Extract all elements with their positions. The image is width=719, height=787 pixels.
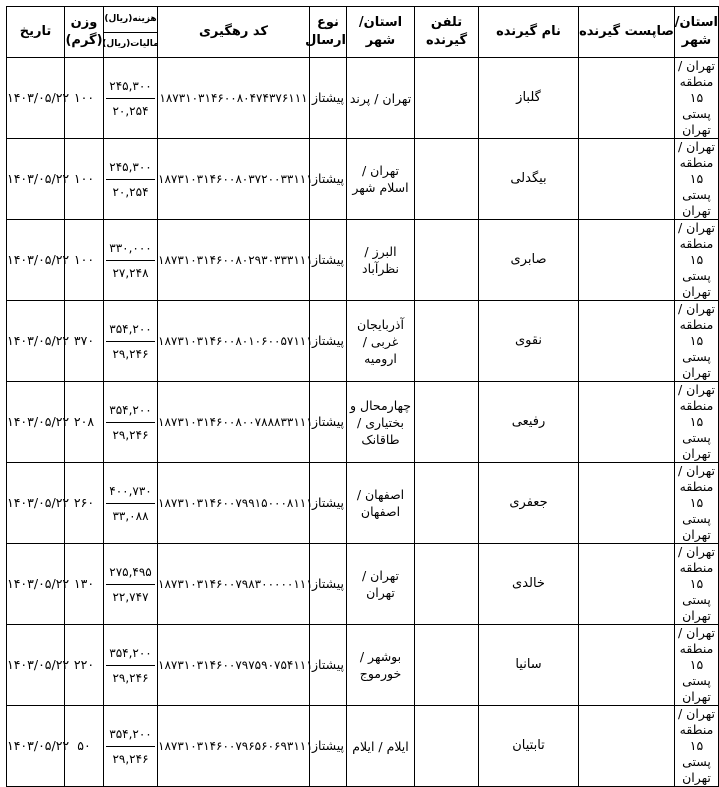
tax-value: ۲۰,۲۵۴ (112, 184, 149, 199)
send-type-cell: پیشتاز (310, 625, 347, 706)
table-row (7, 139, 719, 220)
dest-city-cell: تهران / پرند (347, 58, 415, 139)
date-cell: ۱۴۰۳/۰۵/۲۲ (7, 382, 65, 463)
recipient-phone-cell (415, 706, 479, 787)
date-cell: ۱۴۰۳/۰۵/۲۲ (7, 220, 65, 301)
table-row (7, 625, 719, 706)
header-recipient-phone: تلفن گیرنده (415, 7, 479, 58)
sender-name-cell (579, 544, 675, 625)
recipient-name-cell: سانیا (479, 625, 579, 706)
send-type-cell: پیشتاز (310, 139, 347, 220)
weight-cell: ۱۰۰ (65, 220, 104, 301)
dest-city-cell: تهران / تهران (347, 544, 415, 625)
weight-cell: ۱۰۰ (65, 58, 104, 139)
tax-value: ۲۷,۲۴۸ (112, 265, 149, 280)
cost-cell (104, 544, 158, 625)
weight-cell: ۳۷۰ (65, 301, 104, 382)
send-type-cell: پیشتاز (310, 220, 347, 301)
header-sender-name: صاپست گیرنده (579, 7, 675, 58)
tax-value: ۲۹,۲۴۶ (112, 670, 149, 685)
tracking-code-cell: ۱۸۷۳۱۰۳۱۴۶۰۰۷۹۷۵۹۰۷۵۴۱۱۱ (158, 625, 310, 706)
weight-cell: ۲۲۰ (65, 625, 104, 706)
tracking-code-cell: ۱۸۷۳۱۰۳۱۴۶۰۰۷۹۸۳۰۰۰۰۰۱۱۱ (158, 544, 310, 625)
sender-city-cell: تهران / منطقه ۱۵ پستی تهران (675, 58, 719, 139)
weight-cell: ۵۰ (65, 706, 104, 787)
cost-cell (104, 625, 158, 706)
table-row (7, 706, 719, 787)
sender-city-cell: تهران / منطقه ۱۵ پستی تهران (675, 706, 719, 787)
sender-name-cell (579, 706, 675, 787)
recipient-name-cell: بیگدلی (479, 139, 579, 220)
header-tax-label: مالیات(ریال) (102, 39, 159, 49)
date-cell: ۱۴۰۳/۰۵/۲۲ (7, 706, 65, 787)
recipient-name-cell: تابتیان (479, 706, 579, 787)
recipient-phone-cell (415, 139, 479, 220)
recipient-phone-cell (415, 220, 479, 301)
recipient-phone-cell (415, 58, 479, 139)
tax-value: ۲۹,۲۴۶ (112, 751, 149, 766)
weight-cell: ۱۰۰ (65, 139, 104, 220)
header-weight: وزن (گرم) (65, 7, 104, 58)
dest-city-cell: آذربایجان غربی / ارومیه (347, 301, 415, 382)
cost-value: ۳۵۴,۲۰۰ (106, 317, 155, 342)
cost-value: ۳۵۴,۲۰۰ (106, 398, 155, 423)
cost-value: ۴۰۰,۷۳۰ (106, 479, 155, 504)
sender-name-cell (579, 382, 675, 463)
recipient-name-cell: خالدی (479, 544, 579, 625)
sender-name-cell (579, 463, 675, 544)
sender-name-cell (579, 625, 675, 706)
weight-cell: ۲۰۸ (65, 382, 104, 463)
recipient-phone-cell (415, 544, 479, 625)
cost-value: ۳۵۴,۲۰۰ (106, 641, 155, 666)
header-sender-city: استان/ شهر (675, 7, 719, 58)
table-row (7, 544, 719, 625)
dest-city-cell: تهران / اسلام شهر (347, 139, 415, 220)
tracking-code-cell: ۱۸۷۳۱۰۳۱۴۶۰۰۸۰۴۷۴۳۷۶۱۱۱ (158, 58, 310, 139)
send-type-cell: پیشتاز (310, 382, 347, 463)
date-cell: ۱۴۰۳/۰۵/۲۲ (7, 301, 65, 382)
date-cell: ۱۴۰۳/۰۵/۲۲ (7, 544, 65, 625)
sender-name-cell (579, 58, 675, 139)
tax-value: ۲۹,۲۴۶ (112, 346, 149, 361)
header-row (7, 7, 719, 58)
table-row (7, 220, 719, 301)
date-cell: ۱۴۰۳/۰۵/۲۲ (7, 463, 65, 544)
sender-city-cell: تهران / منطقه ۱۵ پستی تهران (675, 625, 719, 706)
table-row (7, 301, 719, 382)
dest-city-cell: ایلام / ایلام (347, 706, 415, 787)
cost-value: ۳۵۴,۲۰۰ (106, 722, 155, 747)
send-type-cell: پیشتاز (310, 301, 347, 382)
header-dest-city: استان/ شهر (347, 7, 415, 58)
header-cost (104, 7, 158, 58)
header-date: تاریخ (7, 7, 65, 58)
header-recipient-name: نام گیرنده (479, 7, 579, 58)
sender-name-cell (579, 301, 675, 382)
cost-cell (104, 463, 158, 544)
recipient-phone-cell (415, 463, 479, 544)
cost-value: ۲۷۵,۴۹۵ (106, 560, 155, 585)
weight-cell: ۱۳۰ (65, 544, 104, 625)
cost-cell (104, 139, 158, 220)
tracking-code-cell: ۱۸۷۳۱۰۳۱۴۶۰۰۸۰۱۰۶۰۰۵۷۱۱۱ (158, 301, 310, 382)
sender-city-cell: تهران / منطقه ۱۵ پستی تهران (675, 301, 719, 382)
send-type-cell: پیشتاز (310, 58, 347, 139)
sender-city-cell: تهران / منطقه ۱۵ پستی تهران (675, 382, 719, 463)
recipient-name-cell: نقوی (479, 301, 579, 382)
dest-city-cell: البرز / نظرآباد (347, 220, 415, 301)
send-type-cell: پیشتاز (310, 706, 347, 787)
sender-name-cell (579, 220, 675, 301)
table-body (7, 58, 719, 787)
sender-city-cell: تهران / منطقه ۱۵ پستی تهران (675, 544, 719, 625)
header-send-type: نوع ارسال (310, 7, 347, 58)
send-type-cell: پیشتاز (310, 544, 347, 625)
tracking-code-cell: ۱۸۷۳۱۰۳۱۴۶۰۰۸۰۲۹۳۰۳۳۳۱۱۱ (158, 220, 310, 301)
recipient-phone-cell (415, 301, 479, 382)
header-tracking: کد رهگیری (158, 7, 310, 58)
sender-city-cell: تهران / منطقه ۱۵ پستی تهران (675, 139, 719, 220)
sender-city-cell: تهران / منطقه ۱۵ پستی تهران (675, 220, 719, 301)
date-cell: ۱۴۰۳/۰۵/۲۲ (7, 139, 65, 220)
tracking-code-cell: ۱۸۷۳۱۰۳۱۴۶۰۰۷۹۹۱۵۰۰۰۸۱۱۱ (158, 463, 310, 544)
recipient-name-cell: گلباز (479, 58, 579, 139)
dest-city-cell: بوشهر / خورموج (347, 625, 415, 706)
tracking-code-cell: ۱۸۷۳۱۰۳۱۴۶۰۰۸۰۰۷۸۸۸۳۳۱۱۱ (158, 382, 310, 463)
table-row (7, 382, 719, 463)
tracking-code-cell: ۱۸۷۳۱۰۳۱۴۶۰۰۸۰۳۷۲۰۰۳۳۱۱۱ (158, 139, 310, 220)
weight-cell: ۲۶۰ (65, 463, 104, 544)
date-cell: ۱۴۰۳/۰۵/۲۲ (7, 625, 65, 706)
cost-value: ۲۴۵,۳۰۰ (106, 155, 155, 180)
cost-cell (104, 382, 158, 463)
date-cell: ۱۴۰۳/۰۵/۲۲ (7, 58, 65, 139)
tax-value: ۳۳,۰۸۸ (112, 508, 149, 523)
dest-city-cell: چهارمحال و بختیاری / طاقانک (347, 382, 415, 463)
cost-value: ۳۳۰,۰۰۰ (106, 236, 155, 261)
sender-name-cell (579, 139, 675, 220)
tax-value: ۲۲,۷۴۷ (112, 589, 149, 604)
table-row (7, 58, 719, 139)
tax-value: ۲۹,۲۴۶ (112, 427, 149, 442)
recipient-name-cell: صابری (479, 220, 579, 301)
cost-value: ۲۴۵,۳۰۰ (106, 74, 155, 99)
header-cost-label: هزینه(ریال) (104, 8, 157, 33)
recipient-name-cell: جعفری (479, 463, 579, 544)
recipient-phone-cell (415, 625, 479, 706)
tracking-code-cell: ۱۸۷۳۱۰۳۱۴۶۰۰۷۹۶۵۶۰۶۹۳۱۱۱ (158, 706, 310, 787)
table-row (7, 463, 719, 544)
sender-city-cell: تهران / منطقه ۱۵ پستی تهران (675, 463, 719, 544)
send-type-cell: پیشتاز (310, 463, 347, 544)
cost-cell (104, 58, 158, 139)
cost-cell (104, 706, 158, 787)
recipient-phone-cell (415, 382, 479, 463)
shipments-table (6, 6, 719, 787)
cost-cell (104, 220, 158, 301)
cost-cell (104, 301, 158, 382)
tax-value: ۲۰,۲۵۴ (112, 103, 149, 118)
recipient-name-cell: رفیعی (479, 382, 579, 463)
dest-city-cell: اصفهان / اصفهان (347, 463, 415, 544)
